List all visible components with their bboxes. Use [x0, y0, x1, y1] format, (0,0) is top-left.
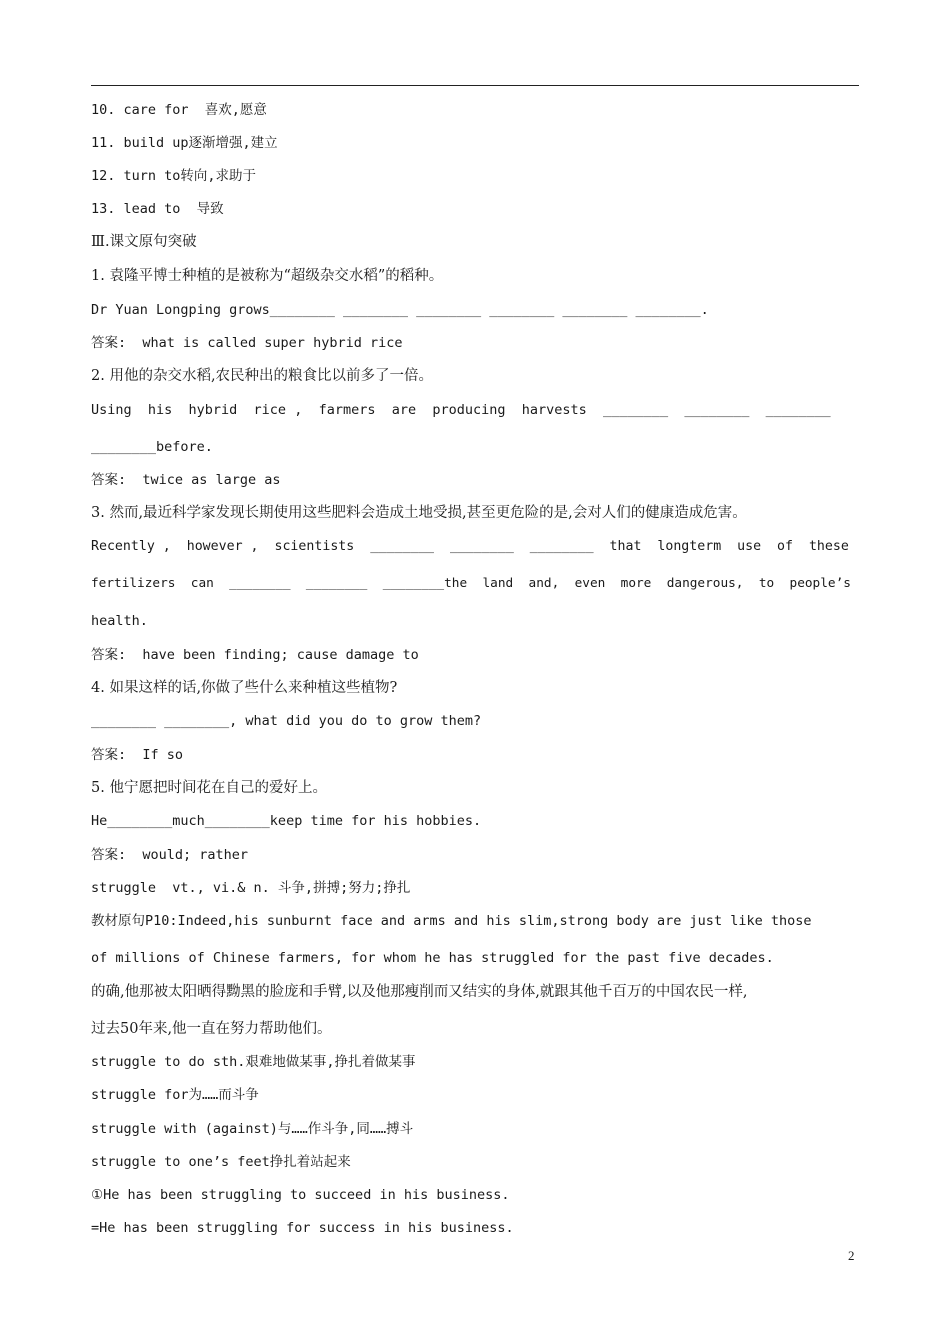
example-sentence-2: =He has been struggling for success in his business. — [91, 1220, 514, 1236]
usage-struggle-for: struggle for为……而斗争 — [91, 1087, 259, 1103]
translation-line1: 的确,他那被太阳晒得黝黑的脸庞和手臂,以及他那瘦削而又结实的身体,就跟其他千百万的中国农民一样, — [91, 984, 748, 1000]
vocab-item-10: 10. care for 喜欢,愿意 — [91, 102, 267, 118]
header-rule — [91, 85, 859, 86]
question-2-english-line2: ________before. — [91, 439, 213, 455]
answer-5: 答案: would; rather — [91, 847, 249, 863]
vocab-item-11: 11. build up逐渐增强,建立 — [91, 135, 278, 151]
question-5-english: He________much________keep time for his hobbies. — [91, 813, 482, 829]
question-1-chinese: 1. 袁隆平博士种植的是被称为“超级杂交水稻”的稻种。 — [91, 268, 444, 284]
question-3-english-line1: Recently , however , scientists ________ ________ ________ that longterm use of these — [91, 539, 849, 554]
answer-3: 答案: have been finding; cause damage to — [91, 647, 419, 663]
section-heading: Ⅲ.课文原句突破 — [91, 234, 197, 250]
question-4-chinese: 4. 如果这样的话,你做了些什么来种植这些植物? — [91, 680, 398, 696]
usage-struggle-with: struggle with (against)与……作斗争,同……搏斗 — [91, 1121, 414, 1137]
answer-2: 答案: twice as large as — [91, 472, 281, 488]
vocab-item-13: 13. lead to 导致 — [91, 201, 224, 217]
usage-struggle-to-do: struggle to do sth.艰难地做某事,挣扎着做某事 — [91, 1054, 416, 1070]
vocab-item-12: 12. turn to转向,求助于 — [91, 168, 257, 184]
textbook-sentence-line2: of millions of Chinese farmers, for whom he has struggled for the past five decades. — [91, 950, 774, 966]
struggle-definition: struggle vt., vi.& n. 斗争,拼搏;努力;挣扎 — [91, 880, 411, 896]
translation-line2: 过去50年来,他一直在努力帮助他们。 — [91, 1021, 332, 1037]
example-sentence-1: ①He has been struggling to succeed in his business. — [91, 1187, 510, 1203]
usage-struggle-to-feet: struggle to one’s feet挣扎着站起来 — [91, 1154, 351, 1170]
question-4-english: ________ ________, what did you do to grow them? — [91, 713, 482, 729]
question-3-english-line3: health. — [91, 613, 148, 629]
page-number: 2 — [848, 1248, 855, 1263]
textbook-sentence-line1: 教材原句P10:Indeed,his sunburnt face and arms and his slim,strong body are just like those — [91, 913, 812, 929]
answer-1: 答案: what is called super hybrid rice — [91, 335, 403, 351]
question-1-english: Dr Yuan Longping grows________ ________ ________ ________ ________ ________. — [91, 302, 709, 318]
question-2-chinese: 2. 用他的杂交水稻,农民种出的粮食比以前多了一倍。 — [91, 368, 434, 384]
question-5-chinese: 5. 他宁愿把时间花在自己的爱好上。 — [91, 780, 327, 796]
question-3-english-line2: fertilizers can ________ ________ ________the land and, even more dangerous, to people’s — [91, 576, 851, 591]
answer-4: 答案: If so — [91, 747, 184, 763]
question-2-english-line1: Using his hybrid rice , farmers are producing harvests ________ ________ ________ — [91, 402, 831, 418]
question-3-chinese: 3. 然而,最近科学家发现长期使用这些肥料会造成土地受损,甚至更危险的是,会对人们的健康造成危害。 — [91, 505, 747, 521]
